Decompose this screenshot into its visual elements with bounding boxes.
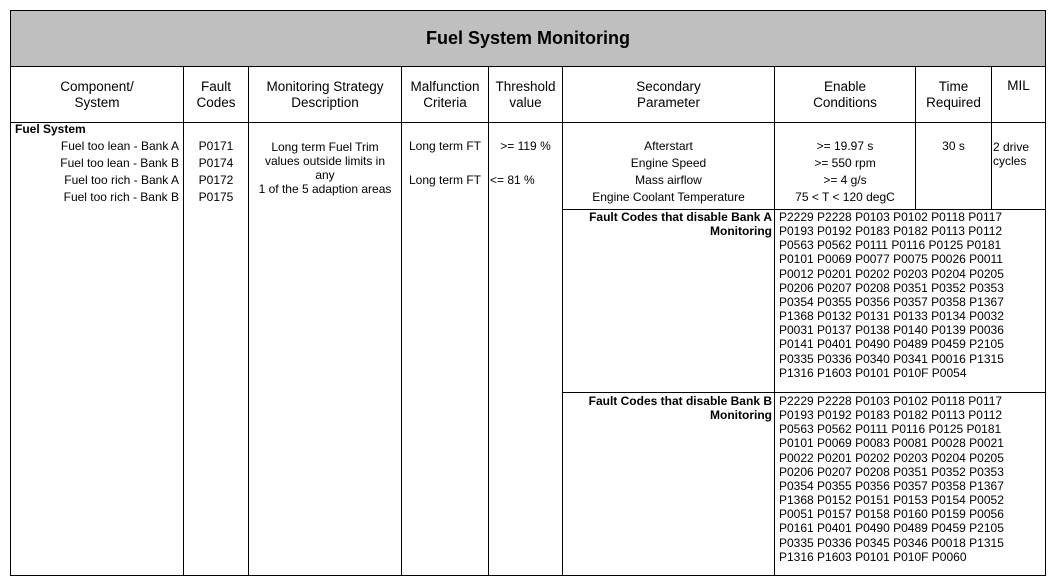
list-item: P1368 P0132 P0131 P0133 P0134 P0032: [779, 309, 1004, 324]
header-strategy: Monitoring Strategy Description: [266, 79, 384, 110]
list-item: Engine Coolant Temperature: [592, 190, 745, 204]
list-item: Engine Speed: [630, 156, 707, 170]
list-item: P0101 P0069 P0083 P0081 P0028 P0021: [779, 436, 1004, 451]
component-list: [15, 138, 179, 206]
list-item: P0175: [198, 190, 234, 204]
bank-b-label: Fault Codes that disable Bank B Monitoring: [588, 394, 772, 422]
list-item: Fuel too rich - Bank B: [63, 190, 179, 204]
list-item: P0051 P0157 P0158 P0160 P0159 P0056: [779, 507, 1004, 522]
bank-divider: [562, 392, 1045, 393]
mil-value: 2 drive cycles: [993, 140, 1030, 168]
header-secondary: Secondary Parameter: [636, 79, 701, 110]
fault-code-list: [184, 138, 248, 206]
bank-a-codes: [779, 210, 1045, 380]
list-item: >= 19.97 s: [816, 139, 874, 153]
list-item: P0335 P0336 P0345 P0346 P0018 P1315: [779, 535, 1004, 550]
header-component: Component/ System: [60, 79, 134, 110]
secondary-parameters: [563, 138, 774, 206]
list-item: P1316 P1603 P0101 P010F P0060: [779, 549, 967, 564]
enable-conditions: [775, 138, 915, 206]
list-item: P1316 P1603 P0101 P010F P0054: [779, 365, 967, 380]
list-item: P0171: [198, 139, 234, 153]
list-item: P2229 P2228 P0103 P0102 P0118 P0117: [779, 210, 1003, 224]
list-item: P0141 P0401 P0490 P0489 P0459 P2105: [779, 337, 1004, 352]
list-item: P0031 P0137 P0138 P0140 P0139 P0036: [779, 323, 1004, 338]
list-item: P0172: [198, 173, 234, 187]
list-item: Fuel too rich - Bank A: [64, 173, 179, 187]
list-item: >= 550 rpm: [814, 156, 876, 170]
list-item: P0022 P0201 P0202 P0203 P0204 P0205: [779, 450, 1004, 465]
header-enable: Enable Conditions: [813, 79, 877, 110]
list-item: 75 < T < 120 degC: [795, 190, 895, 204]
fuel-system-table: [10, 10, 1046, 576]
list-item: >= 4 g/s: [823, 173, 867, 187]
header-mil: MIL: [1007, 78, 1030, 93]
list-item: P0161 P0401 P0490 P0489 P0459 P2105: [779, 521, 1004, 536]
strategy-description: Long term Fuel Trim values outside limits in any 1 of the 5 adaption areas: [258, 140, 392, 196]
list-item: P1368 P0152 P0151 P0153 P0154 P0052: [779, 493, 1004, 508]
title-text: Fuel System Monitoring: [425, 28, 630, 48]
header-threshold: Threshold value: [495, 79, 556, 110]
system-name: Fuel System: [15, 122, 86, 136]
bank-b-codes: [779, 394, 1045, 564]
list-item: Fuel too lean - Bank A: [60, 139, 179, 153]
list-item: P0354 P0355 P0356 P0357 P0358 P1367: [779, 294, 1004, 309]
list-item: P0563 P0562 P0111 P0116 P0125 P0181: [779, 238, 1002, 253]
list-item: P0206 P0207 P0208 P0351 P0352 P0353: [779, 464, 1004, 479]
list-item: Mass airflow: [635, 173, 702, 187]
list-item: Fuel too lean - Bank B: [60, 156, 179, 170]
list-item: P0206 P0207 P0208 P0351 P0352 P0353: [779, 280, 1004, 295]
time-required: 30 s: [942, 139, 965, 153]
list-item: P0563 P0562 P0111 P0116 P0125 P0181: [779, 422, 1002, 437]
list-item: P0193 P0192 P0183 P0182 P0113 P0112: [779, 224, 1003, 239]
header-malfunction: Malfunction Criteria: [410, 79, 480, 110]
list-item: P0354 P0355 P0356 P0357 P0358 P1367: [779, 478, 1004, 493]
list-item: P0193 P0192 P0183 P0182 P0113 P0112: [779, 408, 1003, 423]
list-item: Afterstart: [644, 139, 693, 153]
list-item: P0335 P0336 P0340 P0341 P0016 P1315: [779, 351, 1004, 366]
threshold-values: >= 119 % <= 81 %: [490, 139, 551, 187]
malfunction-criteria: Long term FT Long term FT: [408, 139, 482, 187]
table-title: [11, 11, 1045, 67]
header-time: Time Required: [926, 79, 981, 110]
list-item: P0101 P0069 P0077 P0075 P0026 P0011: [779, 252, 1003, 267]
list-item: P0012 P0201 P0202 P0203 P0204 P0205: [779, 266, 1004, 281]
list-item: P0174: [198, 156, 234, 170]
bank-a-label: Fault Codes that disable Bank A Monitoring: [589, 210, 772, 238]
header-fault-codes: Fault Codes: [196, 79, 236, 110]
list-item: P2229 P2228 P0103 P0102 P0118 P0117: [779, 394, 1003, 408]
